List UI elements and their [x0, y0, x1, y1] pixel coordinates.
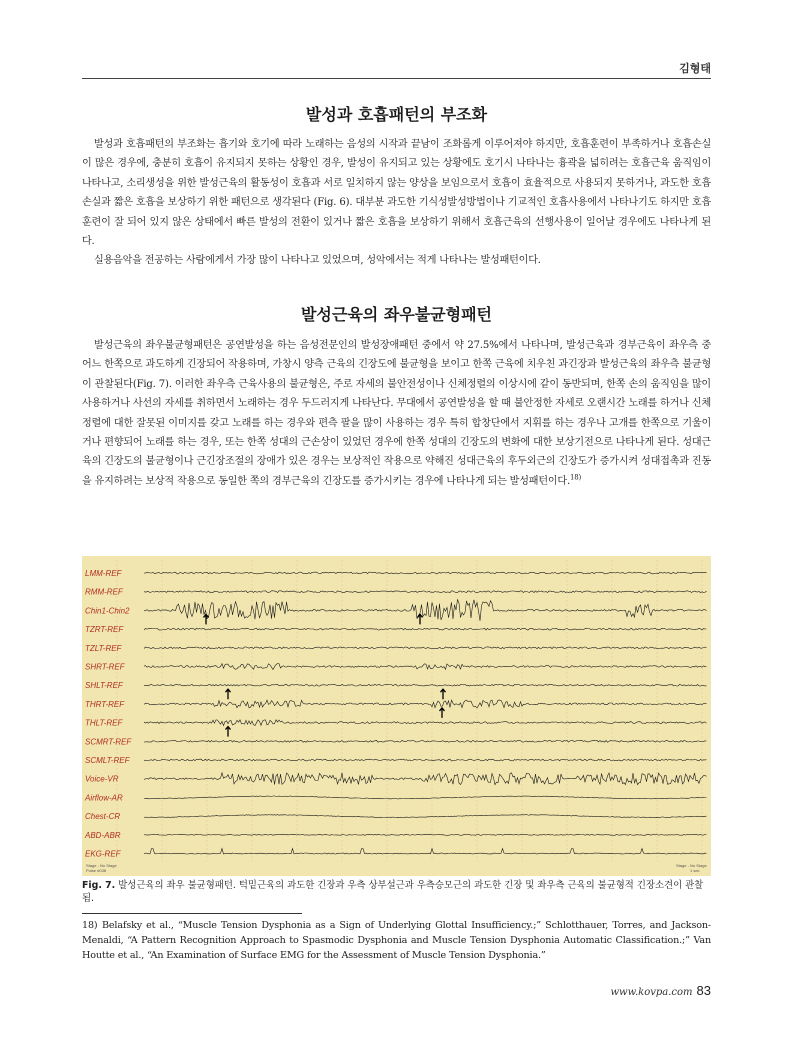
header-rule	[82, 78, 711, 79]
website-link[interactable]: www.kovpa.com	[610, 987, 693, 998]
corner-note-right-1: Stage - No Stage	[676, 863, 707, 868]
reference-mark[interactable]: 18)	[570, 473, 582, 482]
channel-label-voice-vr: Voice-VR	[85, 774, 119, 784]
channel-label-scmlt-ref: SCMLT-REF	[85, 756, 130, 765]
channel-label-tzrt-ref: TZRT-REF	[85, 625, 124, 635]
corner-note-left-1: Stage - No Stage	[86, 863, 117, 868]
footnote	[82, 918, 711, 964]
footnote-number: 18)	[82, 920, 98, 931]
corner-note-right-2: 1 sec	[690, 868, 700, 873]
channel-label-chin1-chin2: Chin1-Chin2	[85, 606, 130, 616]
page-footer	[610, 983, 711, 998]
channel-label-tzlt-ref: TZLT-REF	[85, 643, 122, 653]
paragraph	[82, 336, 711, 491]
channel-label-thlt-ref: THLT-REF	[85, 718, 123, 728]
channel-label-abd-abr: ABD-ABR	[85, 830, 121, 840]
paragraph-text: 발성근육의 좌우불균형패턴은 공연발성을 하는 음성전문인의 발성장애패턴 중에서 약 27.5%에서 나타나며, 발성근육과 경부근육이 좌우측 중 어느 한쪽으로 과도하게 긴장되어 작용하며, 가창시 양측 근육의 긴장도에 불균형을 보이고 한쪽 근육에 치우친 과긴장과 발성근육의 좌우측 불균형이 관찰된다(Fig. 7). 이러한 좌우측 근육사용의 불균형은, 주로 자세의 불안전성이나 신체정렬의 이상시에 같이 동반되며, 한쪽 손의 움직임을 많이 사용하거나 사선의 자세를 취하면서 노래하는 경우 두드러지게 나타난다. 무대에서 공연발성을 할 때 불안정한 자세로 오랜시간 노래를 하거나 신체정렬에 대한 잘못된 이미지를 갖고 노래를 하는 경우와 편측 팔을 많이 사용하는 경우 특히 합창단에서 지휘를 하는 경우나 고개를 한쪽으로 기울이거나 편향되어 노래를 하는 경우, 또는 한쪽 성대의 근손상이 있었던 경우에 한쪽 성대의 긴장도의 변화에 대한 보상기전으로 나타나게 된다. 성대근육의 긴장도의 불균형이나 근긴장조절의 장애가 있은 경우는 보상적인 작용으로 약해진 성대근육의 후두외근의 긴장도가 증가시켜 성대접촉과 진동을 유지하려는 보상적 작용으로 동일한 쪽의 경부근육의 긴장도를 증가시키는 경우에 나타나게 되는 발성패턴이다.	[82, 340, 711, 487]
footnote-rule	[82, 913, 302, 914]
section-body-breathing	[82, 135, 711, 271]
channel-label-lmm-ref: LMM-REF	[85, 569, 122, 578]
section-title-breathing: 발성과 호흡패턴의 부조화	[305, 105, 488, 124]
channel-label-ekg-ref: EKG-REF	[85, 849, 121, 859]
page-number: 83	[696, 983, 711, 998]
channel-label-thrt-ref: THRT-REF	[85, 699, 125, 709]
caption-label: Fig. 7.	[82, 880, 116, 891]
figure-caption	[82, 880, 711, 905]
section-title-imbalance: 발성근육의 좌우불균형패턴	[300, 305, 493, 324]
footnote-text: Belafsky et al., “Muscle Tension Dysphonia as a Sign of Underlying Glottal Insufficiency.;” Schlotthauer, Torres, and Jackson-Menaldi, “A Pattern Recognition Approach to Spasmodic Dysphonia and Muscle Tension Dysphonia Automatic Classification.;” Van Houtte et al., “An Examination of Surface EMG for the Assessment of Muscle Tension Dysphonia.”	[82, 920, 711, 962]
paragraph: 발성과 호흡패턴의 부조화는 흡기와 호기에 따라 노래하는 음성의 시작과 끝남이 조화롭게 이루어져야 하지만, 호흡훈련이 부족하거나 호흡손실이 많은 경우에, 충분히 호흡이 유지되지 못하는 상황인 경우, 발성이 유지되고 있는 상황에도 호기시 나타나는 흉곽을 넓히려는 호흡근육 움직임이 나타나고, 소리생성을 위한 발성근육의 활동성이 호흡과 서로 일치하지 않는 양상을 보임으로서 호흡이 효율적으로 사용되지 못하거나, 과도한 호흡 손실과 짧은 호흡을 보상하기 위한 패턴으로 생각된다 (Fig. 6). 대부분 과도한 기식성발성방법이나 기교적인 호흡사용에서 나타나기도 하지만 호흡훈련이 잘 되어 있지 않은 상태에서 빠른 발성의 전환이 있거나 짧은 호흡을 보상하기 위해서 호흡근육의 선행사용이 일어날 경우에도 나타나게 된다.	[82, 139, 711, 248]
figure-background	[82, 556, 711, 876]
channel-label-shrt-ref: SHRT-REF	[85, 662, 125, 672]
running-header-author: 김형태	[679, 63, 711, 75]
channel-label-shlt-ref: SHLT-REF	[85, 681, 123, 691]
emg-chart	[82, 556, 711, 876]
channel-label-scmrt-ref: SCMRT-REF	[85, 737, 132, 747]
section-body-imbalance	[82, 336, 711, 491]
channel-label-chest-cr: Chest-CR	[85, 812, 121, 822]
emg-figure	[82, 556, 711, 876]
paragraph: 실용음악을 전공하는 사람에게서 가장 많이 나타나고 있었으며, 성악에서는 적게 나타나는 발성패턴이다.	[94, 255, 541, 267]
channel-label-rmm-ref: RMM-REF	[85, 587, 123, 597]
caption-text: 발성근육의 좌우 불균형패턴. 턱밑근육의 과도한 긴장과 우측 상부설근과 우측승모근의 과도한 긴장 및 좌우측 근육의 불균형적 긴장소견이 관찰됨.	[82, 880, 704, 904]
corner-note-left-2: Pulse #038	[86, 868, 107, 873]
channel-label-airflow-ar: Airflow-AR	[85, 793, 123, 803]
